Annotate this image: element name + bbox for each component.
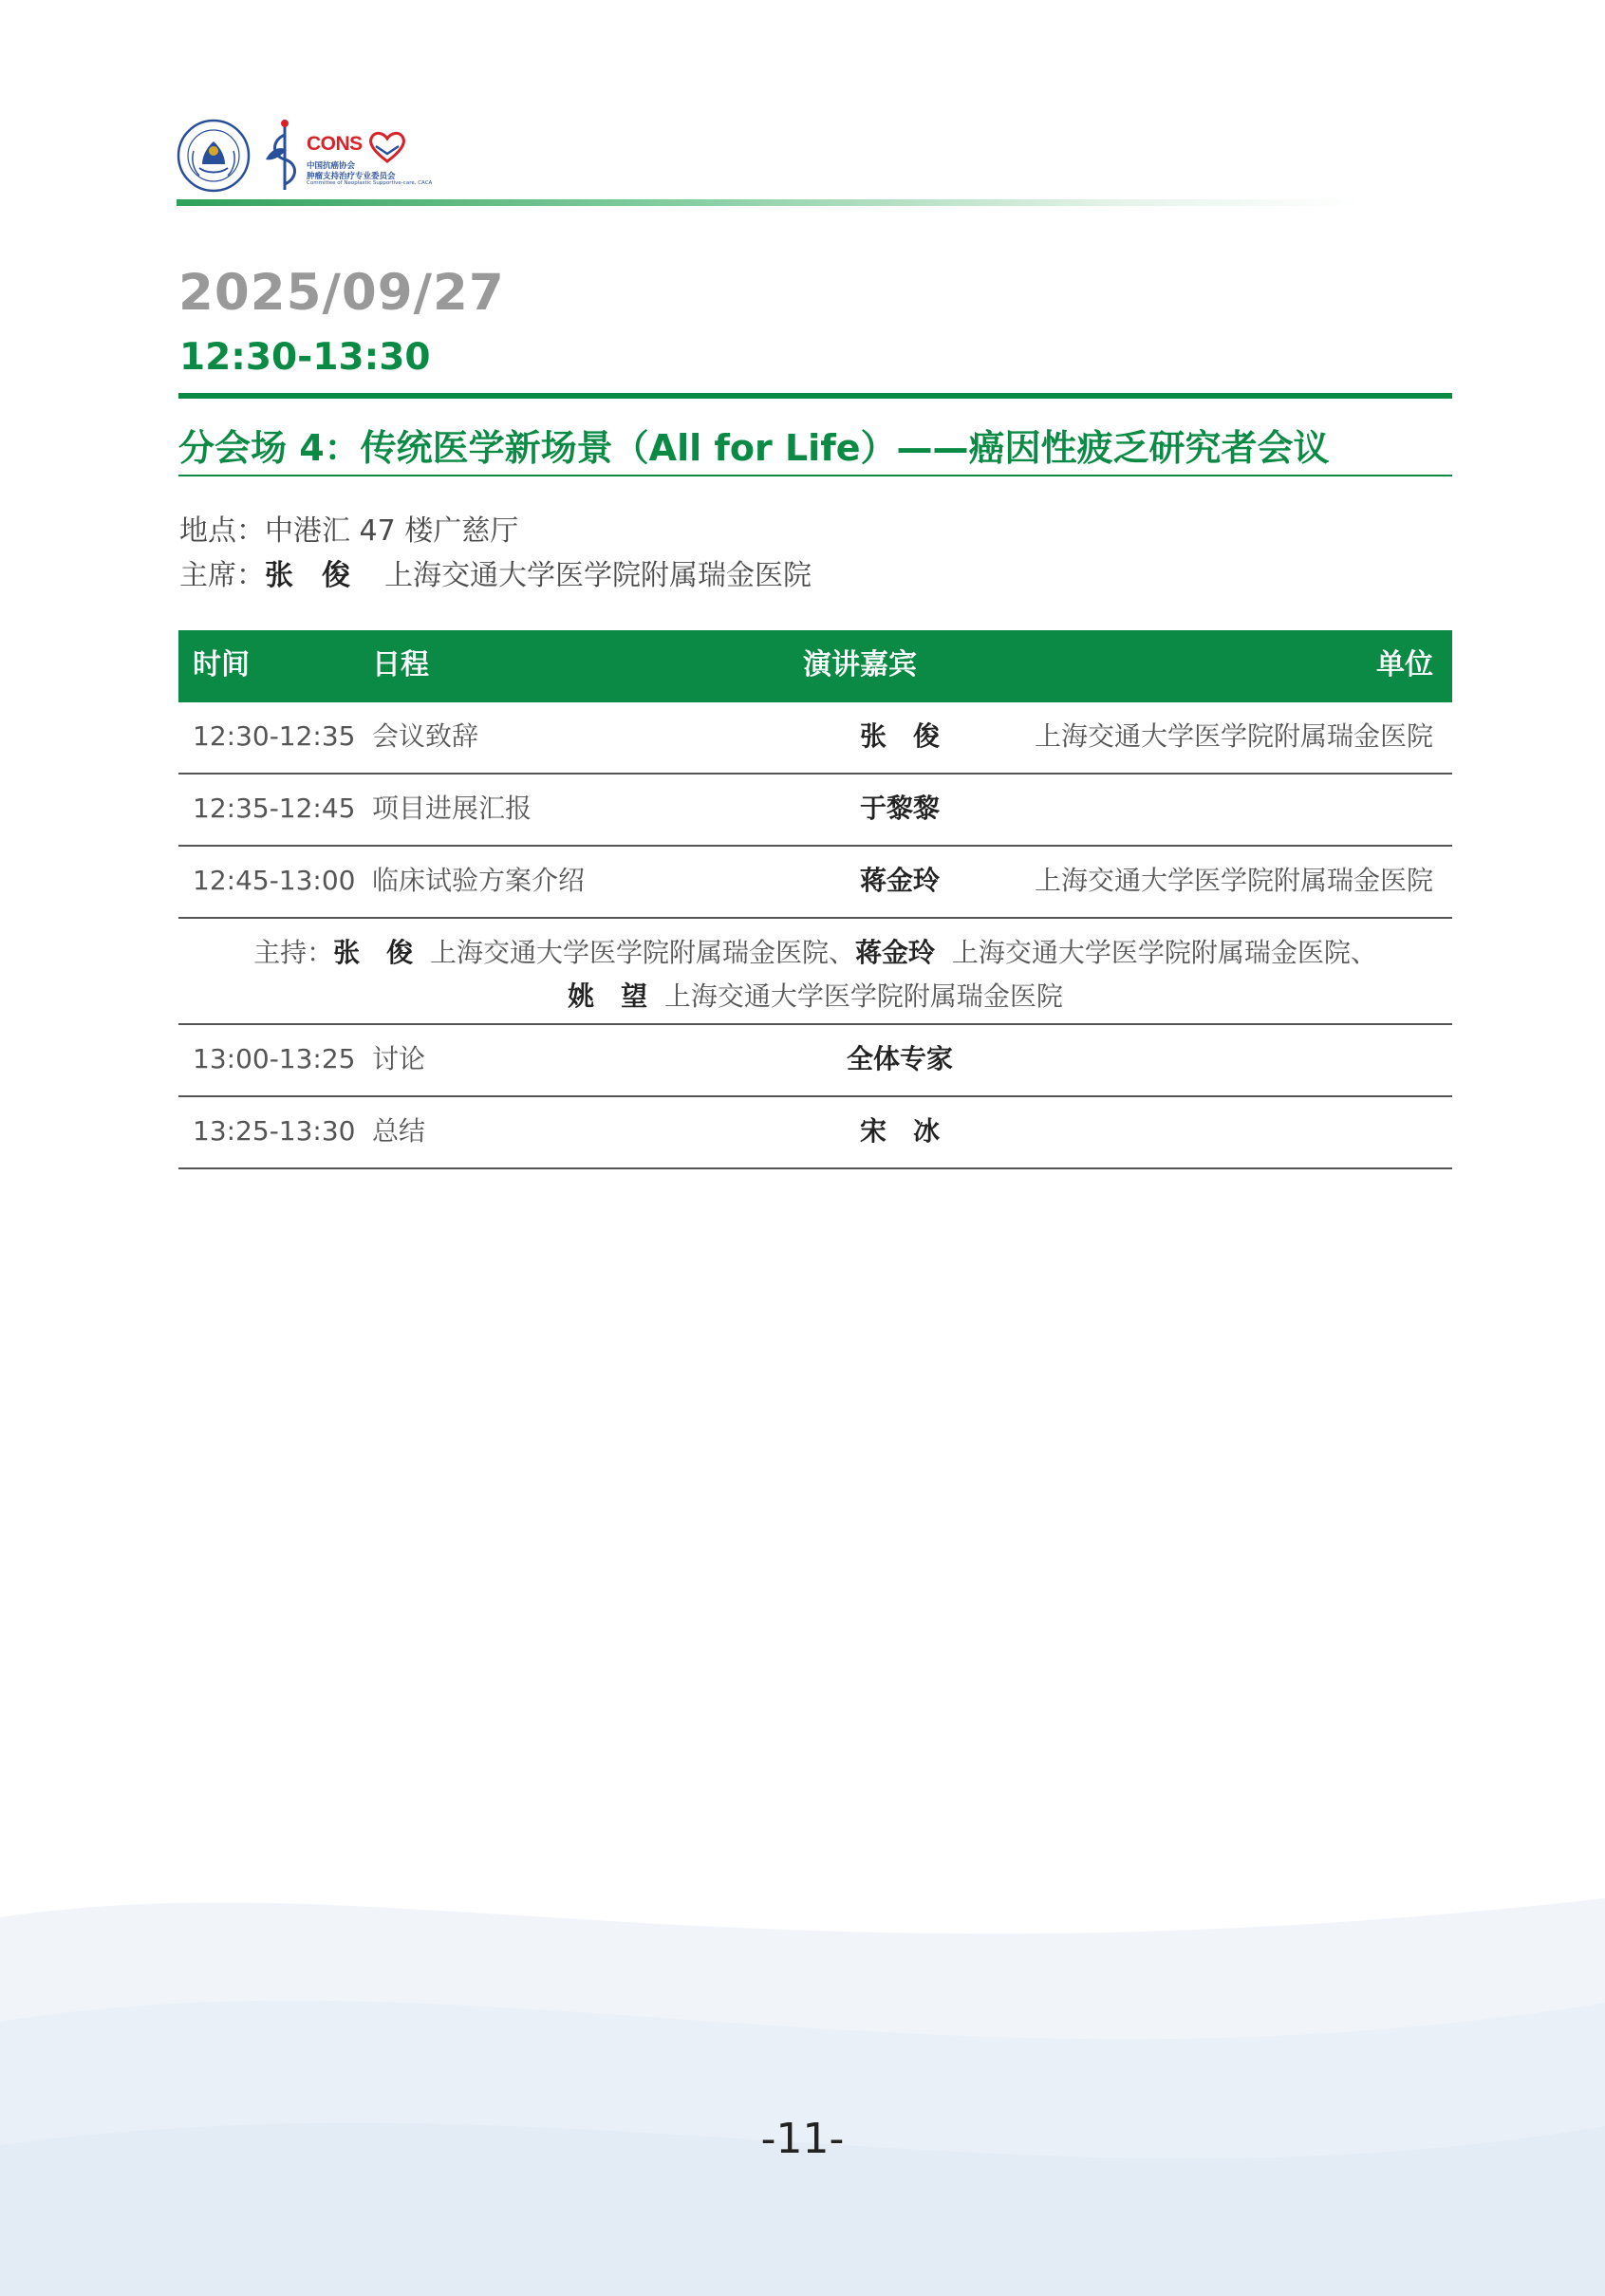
row-time: 13:25-13:30 bbox=[193, 1115, 356, 1147]
table-row bbox=[178, 1097, 1452, 1169]
background-waves bbox=[0, 1860, 1605, 2296]
host-line-1 bbox=[178, 937, 1452, 968]
table-row bbox=[178, 775, 1452, 847]
row-item: 讨论 bbox=[372, 1043, 426, 1074]
chair-line bbox=[179, 559, 812, 592]
cons-brand-text: CONS bbox=[307, 133, 363, 155]
host-name: 张 俊 bbox=[333, 937, 414, 968]
host-row bbox=[178, 919, 1452, 1025]
row-item: 临床试验方案介绍 bbox=[372, 865, 586, 896]
host-name: 姚 望 bbox=[568, 980, 648, 1012]
host-org: 上海交通大学医学院附属瑞金医院、 bbox=[951, 937, 1377, 968]
host-org: 上海交通大学医学院附属瑞金医院 bbox=[663, 980, 1063, 1012]
section-divider bbox=[178, 393, 1452, 399]
header-speaker: 演讲嘉宾 bbox=[803, 648, 917, 681]
row-item: 会议致辞 bbox=[372, 720, 479, 752]
row-speaker: 蒋金玲 bbox=[859, 865, 940, 896]
title-underline bbox=[178, 475, 1452, 476]
heart-hands-icon bbox=[366, 129, 408, 163]
row-org: 上海交通大学医学院附属瑞金医院 bbox=[1034, 720, 1433, 752]
cons-subtitle-1: 中国抗癌协会 bbox=[307, 161, 356, 171]
chair-name: 张 俊 bbox=[265, 559, 350, 592]
schedule-table bbox=[178, 630, 1452, 1169]
row-speaker: 张 俊 bbox=[859, 720, 940, 752]
chair-org: 上海交通大学医学院附属瑞金医院 bbox=[384, 559, 812, 592]
chair-label: 主席： bbox=[179, 559, 265, 592]
event-date: 2025/09/27 bbox=[178, 264, 505, 322]
row-time: 13:00-13:25 bbox=[193, 1043, 356, 1074]
page-number: -11- bbox=[760, 2115, 845, 2163]
row-item: 项目进展汇报 bbox=[372, 793, 532, 824]
cons-subtitle-2: 肿瘤支持治疗专业委员会 bbox=[307, 172, 396, 181]
header-org: 单位 bbox=[1376, 648, 1433, 681]
row-time: 12:45-13:00 bbox=[193, 865, 356, 896]
cons-logo bbox=[264, 116, 433, 194]
cons-emblem-icon bbox=[264, 116, 306, 194]
table-row bbox=[178, 847, 1452, 919]
table-row bbox=[178, 1025, 1452, 1097]
row-speaker: 全体专家 bbox=[846, 1043, 953, 1074]
caa-logo-icon bbox=[177, 119, 251, 193]
row-org: 上海交通大学医学院附属瑞金医院 bbox=[1034, 865, 1433, 896]
cons-subtitle-3: Committee of Neoplastic Supportive-care, CACA bbox=[307, 180, 433, 186]
row-item: 总结 bbox=[372, 1115, 426, 1147]
header-time: 时间 bbox=[193, 648, 250, 681]
header-item: 日程 bbox=[372, 648, 429, 681]
location-value: 中港汇 47 楼广慈厅 bbox=[265, 514, 519, 548]
table-header bbox=[178, 630, 1452, 702]
row-time: 12:35-12:45 bbox=[193, 793, 356, 824]
session-title: 分会场 4：传统医学新场景（All for Life）——癌因性疲乏研究者会议 bbox=[178, 427, 1330, 469]
row-speaker: 宋 冰 bbox=[859, 1115, 940, 1147]
host-org: 上海交通大学医学院附属瑞金医院、 bbox=[429, 937, 855, 968]
header-logos bbox=[177, 116, 433, 194]
host-line-2 bbox=[178, 980, 1452, 1012]
header-gradient-rule bbox=[177, 199, 1363, 206]
row-time: 12:30-12:35 bbox=[193, 720, 356, 752]
location-line bbox=[179, 514, 519, 548]
host-label: 主持： bbox=[253, 937, 334, 968]
host-name: 蒋金玲 bbox=[855, 937, 936, 968]
table-row bbox=[178, 702, 1452, 775]
row-speaker: 于黎黎 bbox=[859, 793, 940, 824]
event-time: 12:30-13:30 bbox=[179, 336, 431, 379]
location-label: 地点： bbox=[179, 514, 265, 548]
